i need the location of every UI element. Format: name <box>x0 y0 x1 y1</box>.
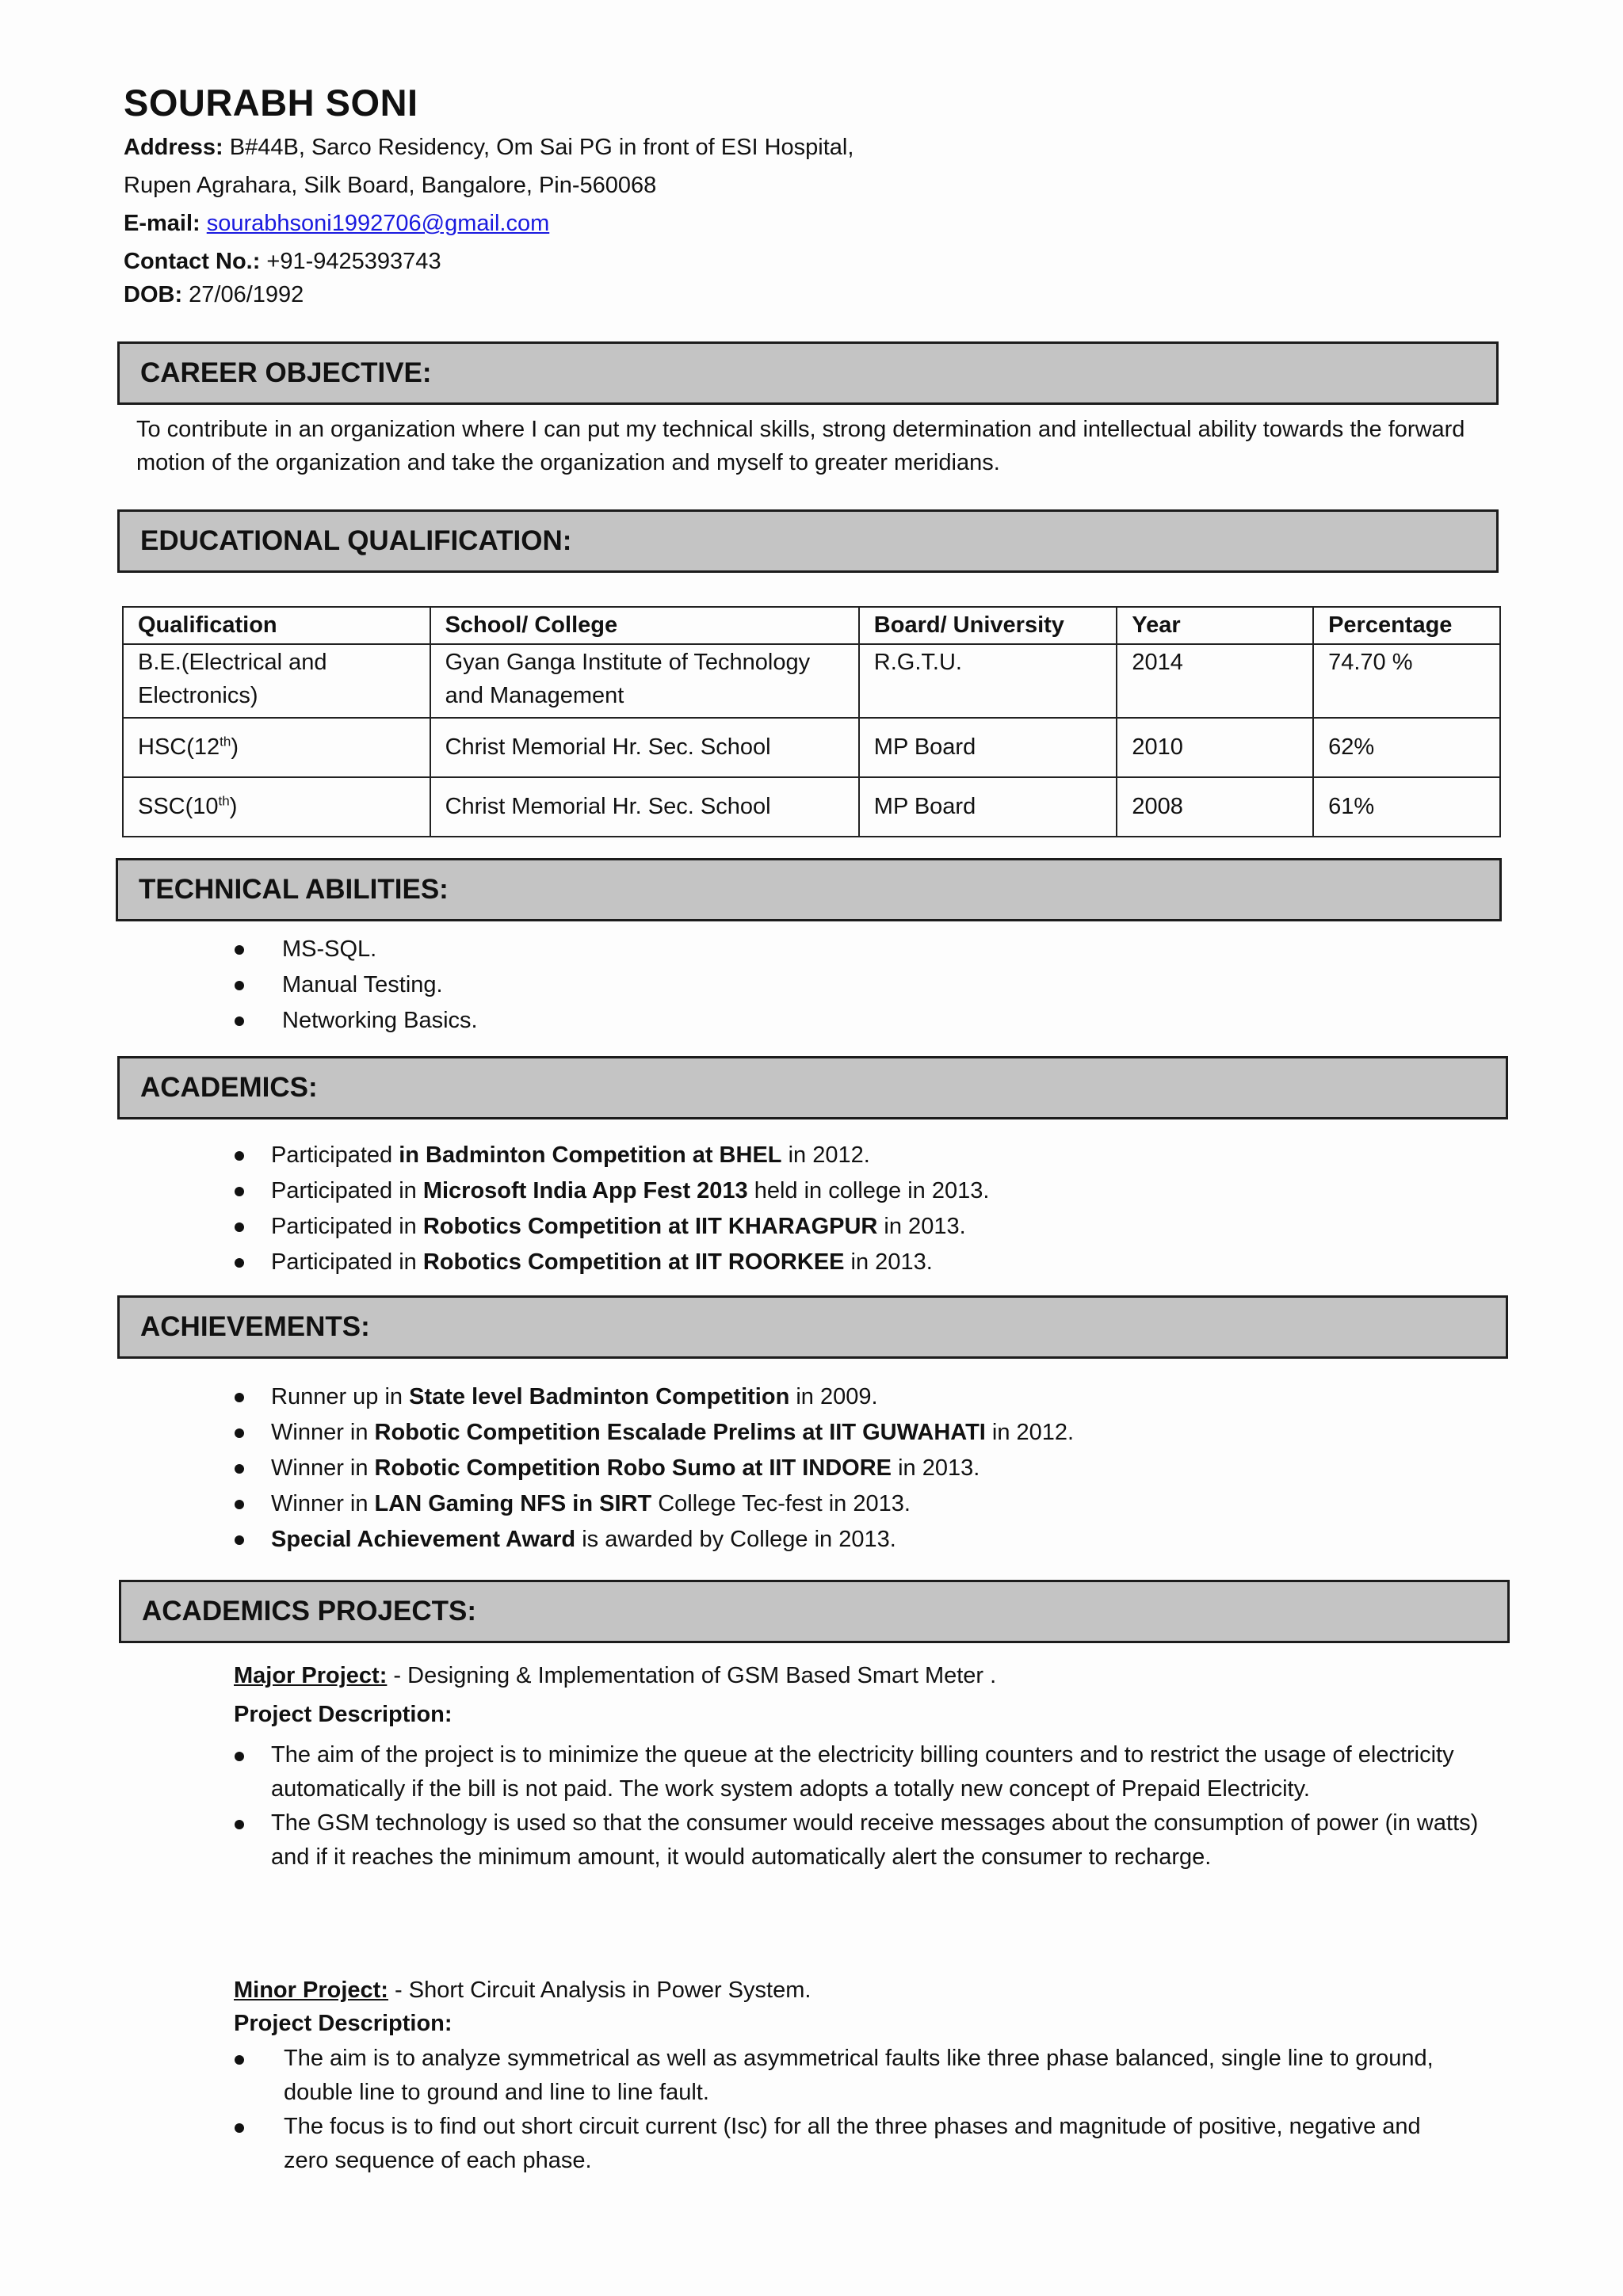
dob-value: 27/06/1992 <box>182 282 304 307</box>
address-line-2: Rupen Agrahara, Silk Board, Bangalore, Pin-560068 <box>124 173 657 198</box>
candidate-name: SOURABH SONI <box>124 82 418 124</box>
bullet-icon <box>235 1500 244 1509</box>
academic-projects-heading: ACADEMICS PROJECTS: <box>119 1580 1510 1643</box>
email-label: E-mail: <box>124 211 200 236</box>
list-item: The GSM technology is used so that the consumer would receive messages about the consumption of power (in watts) and if it reaches the minimum amount, it would automatically alert the consumer to recharge. <box>235 1806 1479 1875</box>
bullet-icon <box>235 1820 244 1829</box>
minor-project-title <box>234 1974 1470 2007</box>
bullet-icon <box>235 1258 244 1268</box>
bullet-icon <box>235 2055 244 2065</box>
email-link[interactable]: sourabhsoni1992706@gmail.com <box>206 211 550 236</box>
academics-heading: ACADEMICS: <box>117 1056 1508 1119</box>
column-header: Year <box>1117 607 1313 644</box>
career-objective-text: To contribute in an organization where I can put my technical skills, strong determination and intellectual ability towards the forward motion of the organization and take the organization and myself to greater meridians. <box>136 417 1465 475</box>
bullet-icon <box>235 981 244 990</box>
percentage-cell: 62% <box>1313 718 1500 777</box>
year-cell: 2008 <box>1117 777 1313 837</box>
minor-project-text: - Short Circuit Analysis in Power System. <box>388 1978 812 2003</box>
percentage-cell: 74.70 % <box>1313 644 1500 718</box>
column-header: Qualification <box>123 607 430 644</box>
bullet-icon <box>235 1187 244 1196</box>
bullet-icon <box>235 1535 244 1545</box>
address-label: Address: <box>124 135 223 160</box>
list-item: The focus is to find out short circuit current (Isc) for all the three phases and magnitude of positive, negative and zero sequence of each phase. <box>235 2110 1471 2178</box>
table-row <box>123 777 1500 837</box>
contact-line <box>124 246 441 277</box>
school-cell: Gyan Ganga Institute of Technology and Management <box>430 644 859 718</box>
contact-label: Contact No.: <box>124 249 261 274</box>
education-table <box>122 606 1501 837</box>
list-item: Special Achievement Award is awarded by College in 2013. <box>235 1522 1471 1558</box>
bullet-icon <box>235 1752 244 1761</box>
percentage-cell: 61% <box>1313 777 1500 837</box>
bullet-icon <box>235 1464 244 1474</box>
major-project-title <box>234 1659 1470 1692</box>
dob-label: DOB: <box>124 282 183 307</box>
column-header: Board/ University <box>859 607 1117 644</box>
address-line-1 <box>124 132 854 163</box>
address-value-1: B#44B, Sarco Residency, Om Sai PG in front of ESI Hospital, <box>223 135 854 160</box>
year-cell: 2010 <box>1117 718 1313 777</box>
education-heading: EDUCATIONAL QUALIFICATION: <box>117 509 1499 573</box>
major-project-label: Major Project: <box>234 1663 388 1688</box>
list-item: Winner in Robotic Competition Escalade Prelims at IIT GUWAHATI in 2012. <box>235 1415 1471 1451</box>
board-cell: R.G.T.U. <box>859 644 1117 718</box>
column-header: Percentage <box>1313 607 1500 644</box>
minor-project-description-label: Project Description: <box>234 2011 453 2036</box>
career-objective-heading: CAREER OBJECTIVE: <box>117 341 1499 405</box>
list-item: Winner in Robotic Competition Robo Sumo at IIT INDORE in 2013. <box>235 1451 1471 1486</box>
board-cell: MP Board <box>859 777 1117 837</box>
bullet-icon <box>235 1016 244 1026</box>
bullet-icon <box>235 1222 244 1232</box>
list-item: Participated in Microsoft India App Fest 2013 held in college in 2013. <box>235 1173 1471 1209</box>
contact-value: +91-9425393743 <box>260 249 441 274</box>
email-line <box>124 208 549 239</box>
major-project-description-label: Project Description: <box>234 1702 453 1727</box>
table-row <box>123 718 1500 777</box>
dob-line <box>124 279 304 311</box>
list-item: Networking Basics. <box>235 1003 1423 1039</box>
education-table-header <box>123 607 1500 644</box>
achievements-list <box>235 1379 1471 1558</box>
qualification-cell: HSC(12th) <box>123 718 430 777</box>
technical-list <box>235 932 1423 1039</box>
board-cell: MP Board <box>859 718 1117 777</box>
list-item: Participated in Robotics Competition at IIT KHARAGPUR in 2013. <box>235 1209 1471 1245</box>
school-cell: Christ Memorial Hr. Sec. School <box>430 777 859 837</box>
list-item: The aim is to analyze symmetrical as well as asymmetrical faults like three phase balanced, single line to ground, double line to ground and line to line fault. <box>235 2042 1471 2110</box>
column-header: School/ College <box>430 607 859 644</box>
list-item: Participated in Badminton Competition at BHEL in 2012. <box>235 1138 1471 1173</box>
year-cell: 2014 <box>1117 644 1313 718</box>
list-item: Runner up in State level Badminton Competition in 2009. <box>235 1379 1471 1415</box>
technical-abilities-heading: TECHNICAL ABILITIES: <box>116 858 1502 921</box>
bullet-icon <box>235 1393 244 1402</box>
list-item: The aim of the project is to minimize the queue at the electricity billing counters and to restrict the usage of electricity automatically if the bill is not paid. The work system adopts a totally new concept of Prepaid Electricity. <box>235 1738 1479 1806</box>
academics-list <box>235 1138 1471 1280</box>
minor-project-label: Minor Project: <box>234 1978 388 2003</box>
list-item: Winner in LAN Gaming NFS in SIRT College Tec-fest in 2013. <box>235 1486 1471 1522</box>
bullet-icon <box>235 945 244 955</box>
bullet-icon <box>235 1151 244 1161</box>
list-item: Manual Testing. <box>235 967 1423 1003</box>
minor-project-points <box>235 2042 1471 2178</box>
qualification-cell: SSC(10th) <box>123 777 430 837</box>
bullet-icon <box>235 2123 244 2133</box>
bullet-icon <box>235 1428 244 1438</box>
list-item: MS-SQL. <box>235 932 1423 967</box>
major-project-text: - Designing & Implementation of GSM Based Smart Meter . <box>387 1663 997 1688</box>
achievements-heading: ACHIEVEMENTS: <box>117 1295 1508 1359</box>
list-item: Participated in Robotics Competition at IIT ROORKEE in 2013. <box>235 1245 1471 1280</box>
school-cell: Christ Memorial Hr. Sec. School <box>430 718 859 777</box>
table-row <box>123 644 1500 718</box>
major-project-points <box>235 1738 1479 1875</box>
qualification-cell: B.E.(Electrical and Electronics) <box>123 644 430 718</box>
